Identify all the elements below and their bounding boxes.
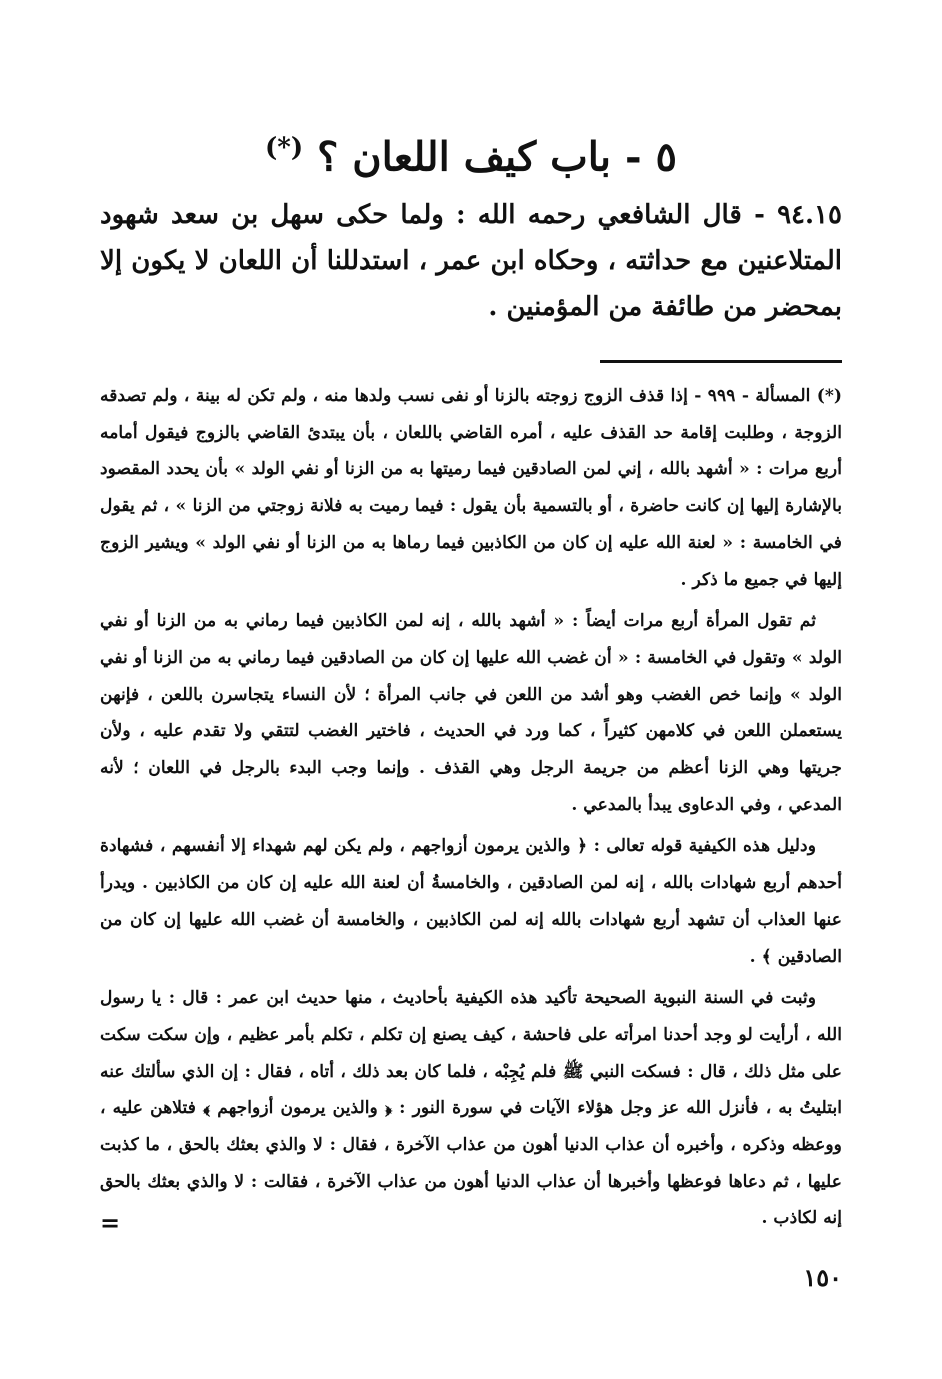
footnote-paragraph: ودليل هذه الكيفية قوله تعالى : ﴿ والذين يرمون أزواجهم ، ولم يكن لهم شهداء إلا أنفسهم ، فشهادة أحدهم أربع شهادات بالله ، إنه لمن الصادقين ، والخامسةُ أن لعنة الله عليه إن كان من الكاذبين . ويدرأ عنها العذاب أن تشهد أربع شهادات بالله إنه لمن الكاذبين ، والخامسة أن غضب الله عليها إن كان من الصادقين ﴾ .: [100, 836, 842, 967]
continuation-mark: =: [100, 1208, 121, 1237]
footnote-paragraph: ثم تقول المرأة أربع مرات أيضاً : « أشهد بالله ، إنه لمن الكاذبين فيما رماني به من الزنا أو نفي الولد » وتقول في الخامسة : « أن غضب الله عليها إن كان من الصادقين فيما رماني به من الزنا أو نفي الولد » وإنما خص الغضب وهو أشد من اللعن في جانب المرأة ؛ لأن النساء يتجاسرن باللعن ، فإنهن يستعملن اللعن في كلامهن كثيراً ، كما ورد في الحديث ، فاختير الغضب لتتقي ولا تقدم عليه ، ولأن جريتها وهي الزنا أعظم من جريمة الرجل وهي القذف . وإنما وجب البدء بالرجل في اللعان ؛ لأنه المدعي ، وفي الدعاوى يبدأ بالمدعي .: [100, 611, 842, 815]
footnotes-section: [100, 378, 842, 1242]
page-number: ١٥٠: [803, 1263, 842, 1292]
chapter-title-text: ٥ - باب كيف اللعان ؟: [317, 133, 677, 181]
main-paragraph: ٩٤.١٥ - قال الشافعي رحمه الله : ولما حكى سهل بن سعد شهود المتلاعنين مع حداثته ، وحكاه ابن عمر ، استدللنا أن اللعان لا يكون إلا بمحضر من طائفة من المؤمنين .: [100, 200, 842, 322]
footnote-paragraph: وثبت في السنة النبوية الصحيحة تأكيد هذه الكيفية بأحاديث ، منها حديث ابن عمر : قال : يا رسول الله ، أرأيت لو وجد أحدنا امرأته على فاحشة ، كيف يصنع إن تكلم ، تكلم بأمر عظيم ، وإن سكت سكت على مثل ذلك ، قال : فسكت النبي ﷺ فلم يُجِبْه ، فلما كان بعد ذلك ، أتاه ، فقال : إن الذي سألتك عنه ابتليتُ به ، فأنزل الله عز وجل هؤلاء الآيات في سورة النور : ﴿ والذين يرمون أزواجهم ﴾ فتلاهن عليه ، ووعظه وذكره ، وأخبره أن عذاب الدنيا أهون من عذاب الآخرة ، فقال : لا والذي بعثك بالحق ، ما كذبت عليها ، ثم دعاها فوعظها وأخبرها أن عذاب الدنيا أهون من عذاب الآخرة ، فقالت : لا والذي بعثك بالحق إنه لكاذب .: [100, 988, 842, 1229]
footnote-text: إذا قذف الزوج زوجته بالزنا أو نفى نسب ولدها منه ، ولم تكن له بينة ، ولم تصدقه الزوجة ، وطلبت إقامة حد القذف عليه ، أمره القاضي باللعان ، بأن يبتدئ القاضي بالزوج فيقول أمامه أربع مرات : « أشهد بالله ، إني لمن الصادقين فيما رميتها به من الزنا أو نفي الولد » بأن يحدد المقصود بالإشارة إليها إن كانت حاضرة ، أو بالتسمية بأن يقول : فيما رميت به فلانة زوجتي من الزنا » ، ثم يقول في الخامسة : « لعنة الله عليه إن كان من الكاذبين فيما رماها به من الزنا أو نفي الولد » ويشير الزوج إليها في جميع ما ذكر .: [100, 386, 842, 590]
footnote-paragraph: [100, 378, 842, 598]
footnote-separator: [600, 360, 842, 363]
footnote-heading: (*) المسألة - ٩٩٩ -: [694, 386, 843, 406]
chapter-title: [100, 118, 842, 187]
footnote-reference-mark: (*): [265, 133, 304, 163]
